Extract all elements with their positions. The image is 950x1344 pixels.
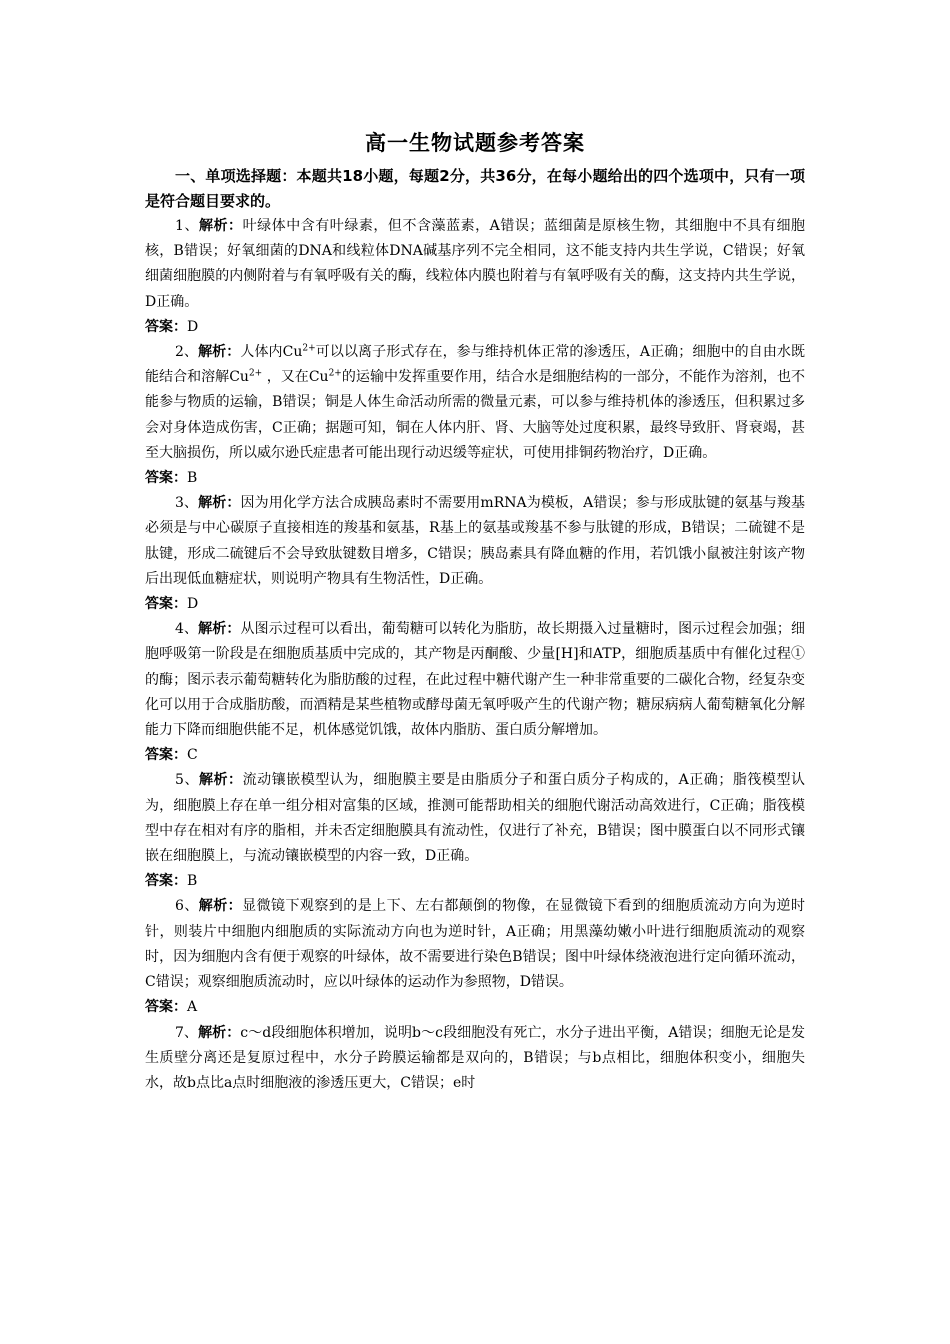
explanation-text: c～d段细胞体积增加，说明b～c段细胞没有死亡，水分子进出平衡，A错误；细胞无论是发生质壁分离还是复原过程中，水分子跨膜运输都是双向的，B错误；与b点相比，细胞体积变小，细胞失水，故b点比a点时细胞液的渗透压更大，C错误；e时 — [145, 1024, 806, 1091]
superscript: 2+ — [302, 343, 316, 354]
item-number: 5、 — [175, 772, 199, 789]
answer-value: B — [187, 470, 198, 487]
explanation-item-5 — [145, 768, 805, 869]
answer-value: A — [187, 999, 198, 1016]
item-number: 2、 — [175, 344, 199, 361]
explanation-item-2 — [145, 340, 805, 466]
answer-label: 答案： — [145, 470, 187, 487]
explanation-text: 显微镜下观察到的是上下、左右都颠倒的物像，在显微镜下看到的细胞质流动方向为逆时针，则装片中细胞内细胞质的实际流动方向也为逆时针，A正确；用黑藻幼嫩小叶进行细胞质流动的观察时，因为细胞内含有便于观察的叶绿体，故不需要进行染色B错误；图中叶绿体绕液泡进行定向循环流动，C错误；观察细胞质流动时，应以叶绿体的运动作为参照物，D错误。 — [145, 898, 805, 991]
explanation-label: 解析： — [198, 621, 241, 638]
superscript: 2+ — [328, 368, 342, 379]
page-title: 高一生物试题参考答案 — [365, 131, 585, 155]
explanation-item-6 — [145, 894, 805, 995]
explanation-label: 解析： — [198, 495, 241, 512]
explanation-item-7 — [145, 1021, 805, 1097]
explanation-item-1 — [145, 214, 805, 315]
explanation-label: 解析： — [198, 1024, 241, 1041]
item-number: 7、 — [175, 1024, 199, 1041]
answer-label: 答案： — [145, 999, 187, 1016]
explanation-text: 可以以离子形式存在，参与维持机体正常的渗透压，A正确；细胞中的自由水既能结合和溶解Cu — [145, 344, 805, 386]
superscript: 2+ — [248, 368, 263, 379]
answer-value: C — [187, 747, 198, 764]
explanation-text: 从图示过程可以看出，葡萄糖可以转化为脂肪，故长期摄入过量糖时，图示过程会加强；细胞呼吸第一阶段是在细胞质基质中完成的，其产物是丙酮酸、少量[H]和ATP，细胞质基质中有催化过程①的酶；图示表示葡萄糖转化为脂肪酸的过程，在此过程中糖代谢产生一种非常重要的二碳化合物，经复杂变化可以用于合成脂肪酸，而酒精是某些植物或酵母菌无氧呼吸产生的代谢产物；糖尿病病人葡萄糖氧化分解能力下降而细胞供能不足，机体感觉饥饿，故体内脂肪、蛋白质分解增加。 — [145, 621, 805, 739]
section-heading: 一、单项选择题：本题共18小题，每题2分，共36分，在每小题给出的四个选项中，只有一项是符合题目要求的。 — [145, 167, 805, 210]
answer-label: 答案： — [145, 873, 187, 890]
answer-line-4 — [145, 743, 805, 768]
explanation-text: 流动镶嵌模型认为，细胞膜主要是由脂质分子和蛋白质分子构成的，A正确；脂筏模型认为，细胞膜上存在单一组分相对富集的区域，推测可能帮助相关的细胞代谢活动高效进行，C正确；脂筏模型中存在相对有序的脂相，并未否定细胞膜具有流动性，仅进行了补充，B错误；图中膜蛋白以不同形式镶嵌在细胞膜上，与流动镶嵌模型的内容一致，D正确。 — [145, 772, 805, 865]
explanation-text: 叶绿体中含有叶绿素，但不含藻蓝素，A错误；蓝细菌是原核生物，其细胞中不具有细胞核，B错误；好氧细菌的DNA和线粒体DNA碱基序列不完全相同，这不能支持内共生学说，C错误；好氧细菌细胞膜的内侧附着与有氧呼吸有关的酶，线粒体内膜也附着与有氧呼吸有关的酶，这支持内共生学说，D正确。 — [145, 218, 805, 310]
explanation-text: 因为用化学方法合成胰岛素时不需要用mRNA为模板，A错误；参与形成肽键的氨基与羧基必须是与中心碳原子直接相连的羧基和氨基，R基上的氨基或羧基不参与肽键的形成，B错误；二硫键不是肽键，形成二硫键后不会导致肽键数目增多，C错误；胰岛素具有降血糖的作用，若饥饿小鼠被注射该产物后出现低血糖症状，则说明产物具有生物活性，D正确。 — [145, 495, 805, 587]
answer-line-1 — [145, 315, 805, 340]
answer-label: 答案： — [145, 747, 187, 764]
answer-line-3 — [145, 592, 805, 617]
explanation-item-4 — [145, 617, 805, 743]
answer-label: 答案： — [145, 596, 187, 613]
answer-line-5 — [145, 869, 805, 894]
answer-label: 答案： — [145, 318, 187, 335]
explanation-text: ，又在Cu — [262, 369, 329, 386]
explanation-label: 解析： — [198, 772, 243, 789]
answer-value: B — [187, 873, 198, 890]
explanation-label: 解析： — [198, 218, 243, 234]
explanation-text: 的运输中发挥重要作用，结合水是细胞结构的一部分，不能作为溶剂，也不能参与物质的运输，B错误；铜是人体生命活动所需的微量元素，可以参与维持机体的渗透压，但积累过多会对身体造成伤害，C正确；据题可知，铜在人体内肝、肾、大脑等处过度积累，最终导致肝、肾衰竭，甚至大脑损伤，所以威尔逊氏症患者可能出现行动迟缓等症状，可使用排铜药物治疗，D正确。 — [145, 369, 806, 461]
explanation-label: 解析： — [198, 344, 241, 361]
item-number: 1、 — [175, 218, 199, 234]
answer-line-6 — [145, 995, 805, 1020]
answer-value: D — [187, 596, 199, 613]
answer-value: D — [187, 318, 199, 335]
item-number: 3、 — [175, 495, 199, 512]
item-number: 4、 — [175, 621, 199, 638]
answer-line-2 — [145, 466, 805, 491]
document-page — [145, 0, 805, 1096]
item-number: 6、 — [175, 898, 199, 915]
explanation-item-3 — [145, 491, 805, 592]
explanation-text: 人体内Cu — [240, 344, 303, 361]
explanation-label: 解析： — [198, 898, 243, 915]
